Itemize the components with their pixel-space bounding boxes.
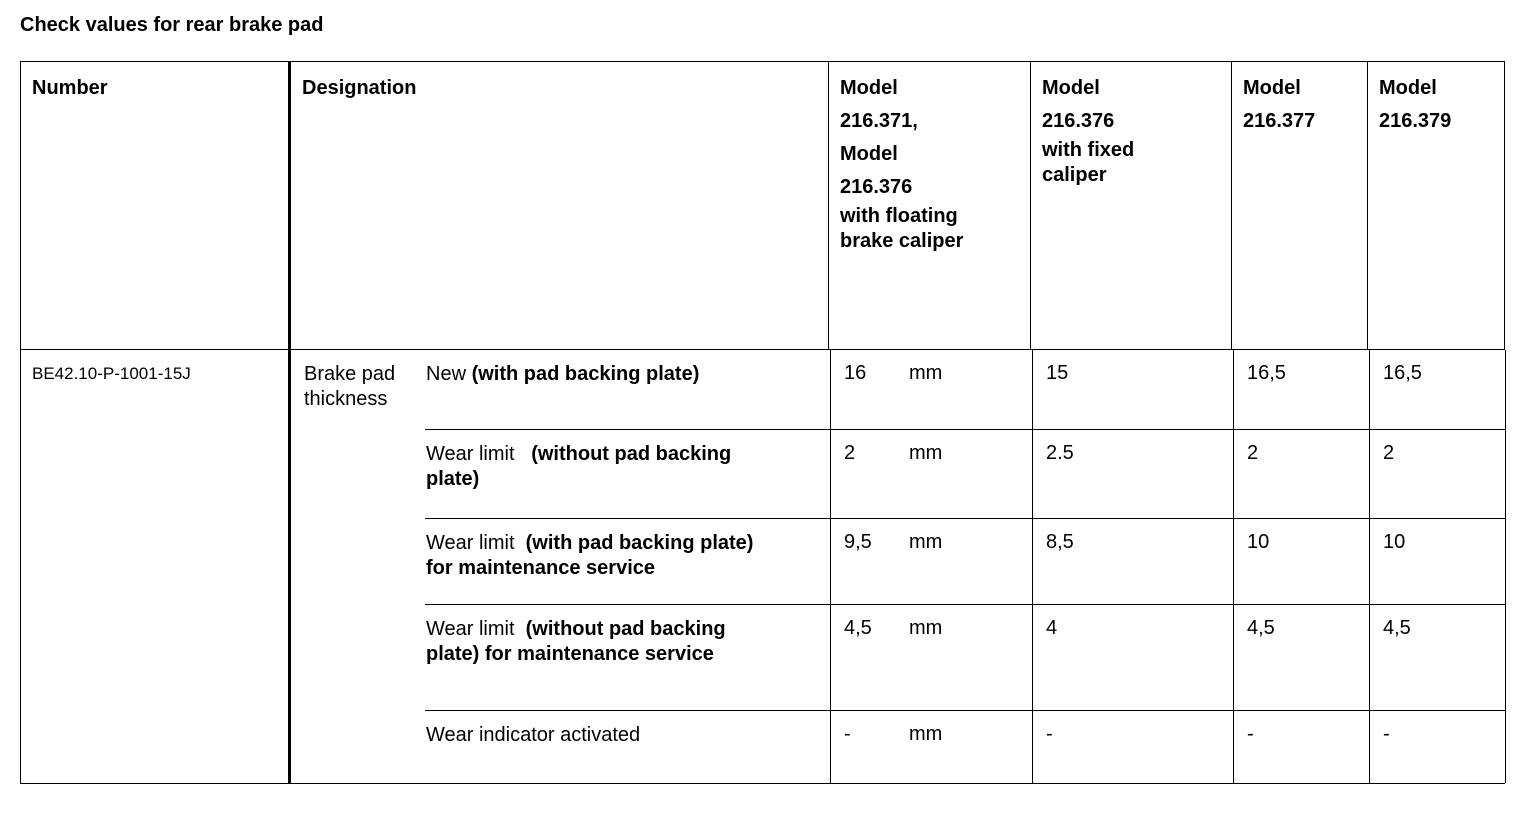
header-model-4-line: 216.379 xyxy=(1379,110,1452,132)
table-row xyxy=(21,350,1505,784)
value-cell-model-4: 4,5 xyxy=(1383,617,1411,639)
param-name-lead: Wear limit xyxy=(426,443,515,465)
value-cell-model-1: - xyxy=(844,723,851,745)
header-model-2 xyxy=(1031,62,1232,350)
header-model-1-line: Model xyxy=(840,77,898,99)
header-model-2-line: Model xyxy=(1042,77,1100,99)
header-designation: Designation xyxy=(290,62,829,350)
param-unit: mm xyxy=(909,531,943,553)
column-divider xyxy=(1032,350,1033,783)
param-name xyxy=(426,531,766,581)
value-cell-model-2: 8,5 xyxy=(1046,531,1074,553)
header-model-1-sub: with floating xyxy=(840,205,958,227)
value-row-divider xyxy=(830,518,1506,519)
value-cell-model-2: 4 xyxy=(1046,617,1058,639)
param-name-detail: (without pad backing plate) xyxy=(426,443,737,490)
param-name-detail: (without pad backing plate) for maintenance service xyxy=(426,618,732,665)
param-row xyxy=(425,430,1505,519)
value-cell-model-1: 4,5 xyxy=(844,617,872,639)
value-cell-model-3: 2 xyxy=(1247,442,1259,464)
value-cell-model-3: 16,5 xyxy=(1247,362,1286,384)
column-divider xyxy=(1369,350,1370,783)
header-model-3-line: 216.377 xyxy=(1243,110,1316,132)
label-line: thickness xyxy=(304,388,388,410)
param-row xyxy=(425,605,1505,711)
header-model-2-line: 216.376 xyxy=(1042,110,1115,132)
param-name-lead: Wear limit xyxy=(426,618,515,640)
header-model-3 xyxy=(1232,62,1368,350)
column-divider xyxy=(1233,350,1234,783)
value-cell-model-4: - xyxy=(1383,723,1390,745)
param-rows xyxy=(291,350,1505,783)
value-cell-model-1: 2 xyxy=(844,442,856,464)
param-name-lead: Wear indicator activated xyxy=(426,724,641,746)
value-cell-model-2: - xyxy=(1046,723,1053,745)
value-cell-model-3: 10 xyxy=(1247,531,1270,553)
param-unit: mm xyxy=(909,617,943,639)
header-model-2-sub: with fixed xyxy=(1042,139,1135,161)
param-name xyxy=(426,362,766,387)
header-model-1-line: 216.376 xyxy=(840,176,913,198)
param-row xyxy=(425,519,1505,605)
header-model-4-line: Model xyxy=(1379,77,1437,99)
value-cell-model-4: 16,5 xyxy=(1383,362,1422,384)
column-divider xyxy=(830,350,831,783)
brake-pad-thickness-label xyxy=(304,362,395,412)
param-name-detail: (with pad backing plate) for maintenance service xyxy=(426,532,759,579)
check-values-table xyxy=(20,61,1505,784)
header-model-4 xyxy=(1368,62,1505,350)
value-cell-model-4: 10 xyxy=(1383,531,1406,553)
param-name xyxy=(426,617,766,667)
header-model-1-line: 216.371, xyxy=(840,110,918,132)
value-cell-model-3: - xyxy=(1247,723,1254,745)
value-row-divider xyxy=(830,710,1506,711)
value-row-divider xyxy=(830,429,1506,430)
header-model-2-sub: caliper xyxy=(1042,164,1107,186)
value-cell-model-2: 2.5 xyxy=(1046,442,1074,464)
value-cell-model-1: 16 xyxy=(844,362,867,384)
value-cell-model-2: 15 xyxy=(1046,362,1069,384)
header-model-1 xyxy=(829,62,1031,350)
param-name xyxy=(426,723,766,748)
label-line: Brake pad xyxy=(304,363,396,385)
value-row-divider xyxy=(830,604,1506,605)
value-cell-model-1: 9,5 xyxy=(844,531,872,553)
param-name xyxy=(426,442,766,492)
param-name-lead: New xyxy=(426,363,467,385)
header-model-1-line: Model xyxy=(840,143,898,165)
page-title: Check values for rear brake pad xyxy=(20,14,324,36)
row-number: BE42.10-P-1001-15J xyxy=(21,350,290,784)
value-cell-model-4: 2 xyxy=(1383,442,1395,464)
param-name-lead: Wear limit xyxy=(426,532,515,554)
param-name-detail: (with pad backing plate) xyxy=(466,363,700,385)
row-designation-area xyxy=(290,350,1505,784)
param-row xyxy=(425,350,1505,430)
param-unit: mm xyxy=(909,362,943,384)
param-row xyxy=(425,711,1505,783)
value-cell-model-3: 4,5 xyxy=(1247,617,1275,639)
header-model-3-line: Model xyxy=(1243,77,1301,99)
table-right-border xyxy=(1505,350,1506,783)
param-unit: mm xyxy=(909,442,943,464)
header-model-1-sub: brake caliper xyxy=(840,230,964,252)
header-number: Number xyxy=(21,62,290,350)
param-unit: mm xyxy=(909,723,943,745)
table-header-row xyxy=(21,62,1505,350)
